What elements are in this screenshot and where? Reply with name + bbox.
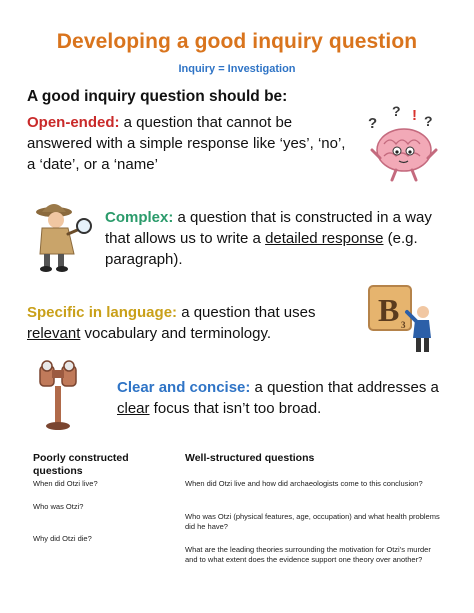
criterion-term: Open-ended: bbox=[27, 114, 120, 131]
criterion-text: a question that addresses a bbox=[250, 379, 439, 396]
page-title: Developing a good inquiry question bbox=[56, 30, 418, 53]
good-question-2: Who was Otzi (physical features, age, occupation) and what health problems did he have? bbox=[185, 512, 440, 531]
criterion-text: focus that isn’t too broad. bbox=[149, 400, 322, 417]
criterion-text: a question that is constructed in a way that allows us to write a bbox=[105, 209, 432, 247]
criterion-clear-concise bbox=[117, 377, 447, 419]
detective-icon bbox=[28, 198, 98, 274]
good-question-1: When did Otzi live and how did archaeologists come to this conclusion? bbox=[185, 479, 423, 488]
intro-heading: A good inquiry question should be: bbox=[27, 88, 288, 105]
good-question-3: What are the leading theories surrounding the motivation for Otzi’s murder and to what extent does the evidence support one theory over another? bbox=[185, 545, 431, 564]
tile-subscript: 3 bbox=[401, 320, 406, 330]
binoculars-stand-icon bbox=[32, 358, 92, 432]
criterion-complex bbox=[105, 207, 440, 270]
svg-text:?: ? bbox=[424, 113, 433, 129]
good-questions-header: Well-structured questions bbox=[185, 452, 315, 464]
criterion-open-ended bbox=[27, 112, 357, 175]
criterion-underlined: relevant bbox=[27, 325, 81, 342]
svg-text:?: ? bbox=[392, 104, 401, 119]
poor-question-2: Who was Otzi? bbox=[33, 502, 84, 511]
criterion-text: vocabulary and terminology. bbox=[80, 325, 272, 342]
good-questions-column bbox=[185, 452, 445, 565]
criterion-underlined: detailed response bbox=[265, 230, 384, 247]
poor-question-3: Why did Otzi die? bbox=[33, 534, 92, 543]
page-subtitle: Inquiry = Investigation bbox=[178, 63, 296, 75]
criterion-underlined: clear bbox=[117, 400, 150, 417]
criterion-text: a question that cannot be answered with a simple response like ‘yes’, ‘no’, a ‘date’, or a ‘name’ bbox=[27, 114, 346, 173]
thinking-brain-icon bbox=[362, 104, 444, 184]
criterion-term: Complex: bbox=[105, 209, 174, 226]
poor-question-1: When did Otzi live? bbox=[33, 479, 98, 488]
poor-questions-column bbox=[33, 452, 173, 544]
letter-tile-b-icon bbox=[365, 282, 440, 357]
poor-questions-header: Poorly constructed questions bbox=[33, 452, 129, 477]
svg-text:?: ? bbox=[368, 115, 378, 132]
criterion-term: Clear and concise: bbox=[117, 379, 251, 396]
tile-letter: B bbox=[378, 292, 400, 328]
criterion-text: (e.g. paragraph). bbox=[105, 230, 418, 268]
svg-text:!: ! bbox=[412, 107, 417, 124]
criterion-text: a question that uses bbox=[177, 304, 316, 321]
criterion-term: Specific in language: bbox=[27, 304, 178, 321]
criterion-specific-language bbox=[27, 302, 347, 344]
